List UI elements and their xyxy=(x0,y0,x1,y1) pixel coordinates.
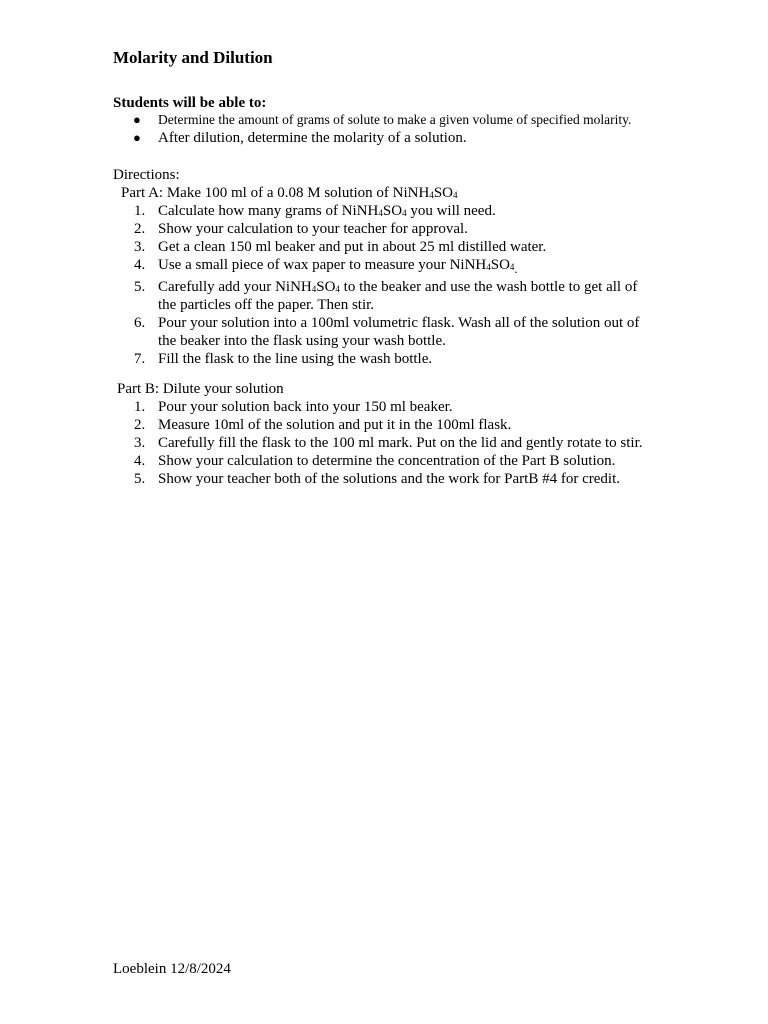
step-number: 5. xyxy=(134,279,146,295)
step-number: 5. xyxy=(134,471,146,487)
step-number: 2. xyxy=(134,221,146,237)
bullet-dot-icon: ● xyxy=(133,130,141,145)
list-item: 1. Calculate how many grams of $NiNH_4SO_4$ you will need. xyxy=(134,203,496,219)
chemical-formula: $NiNH_4SO_4$ xyxy=(449,257,515,273)
list-item: 4. Use a small piece of wax paper to measure your $NiNH_4SO_{4.}$ xyxy=(134,257,518,276)
list-item xyxy=(113,129,631,147)
part-a-heading-text: Part A: Make 100 ml of a 0.08 M solution of xyxy=(121,185,393,201)
document-title: Molarity and Dilution xyxy=(113,48,273,67)
list-item: 7. Fill the flask to the line using the wash bottle. xyxy=(134,351,433,367)
step-number: 4. xyxy=(134,453,146,469)
list-item: 2. Measure 10ml of the solution and put it in the 100ml flask. xyxy=(134,417,512,433)
chemical-formula: $NiNH_4SO_4$ xyxy=(275,279,340,295)
objective-text: After dilution, determine the molarity of a solution. xyxy=(158,130,467,146)
step-number: 3. xyxy=(134,239,146,255)
list-item: 4. Show your calculation to determine the concentration of the Part B solution. xyxy=(134,453,616,469)
objectives-heading: Students will be able to: xyxy=(113,95,267,111)
list-item: 5. Show your teacher both of the solutions and the work for PartB #4 for credit. xyxy=(134,471,620,487)
step-number: 4. xyxy=(134,257,146,273)
list-item: 6. Pour your solution into a 100ml volumetric flask. Wash all of the solution out of the beaker into the flask using your wash bottle. xyxy=(134,315,640,349)
step-number: 7. xyxy=(134,351,146,367)
list-item: 1. Pour your solution back into your 150 ml beaker. xyxy=(134,399,453,415)
objectives-list xyxy=(113,111,631,147)
list-item: 3. Get a clean 150 ml beaker and put in about 25 ml distilled water. xyxy=(134,239,547,255)
list-item: 5. Carefully add your $NiNH_4SO_4$ to the beaker and use the wash bottle to get all of the particles off the paper. Then stir. xyxy=(134,279,638,313)
part-b-heading: Part B: Dilute your solution xyxy=(117,381,284,397)
step-number: 2. xyxy=(134,417,146,433)
part-a-heading xyxy=(121,184,458,202)
chemical-formula: $NiNH_4SO_4$ xyxy=(341,203,407,219)
directions-label: Directions: xyxy=(113,167,180,183)
step-number: 1. xyxy=(134,399,146,415)
list-item xyxy=(113,111,631,129)
step-number: 1. xyxy=(134,203,146,219)
part-b-steps xyxy=(113,398,698,488)
part-a-steps xyxy=(113,202,698,368)
step-number: 6. xyxy=(134,315,146,331)
list-item: 2. Show your calculation to your teacher for approval. xyxy=(134,221,468,237)
step-number: 3. xyxy=(134,435,146,451)
document-footer: Loeblein 12/8/2024 xyxy=(113,961,231,977)
chemical-formula: $NiNH_4SO_4$ xyxy=(392,185,458,201)
bullet-dot-icon: ● xyxy=(133,112,141,127)
list-item: 3. Carefully fill the flask to the 100 ml mark. Put on the lid and gently rotate to stir. xyxy=(134,435,643,451)
objective-text: Determine the amount of grams of solute to make a given volume of specified molarity. xyxy=(158,112,632,127)
